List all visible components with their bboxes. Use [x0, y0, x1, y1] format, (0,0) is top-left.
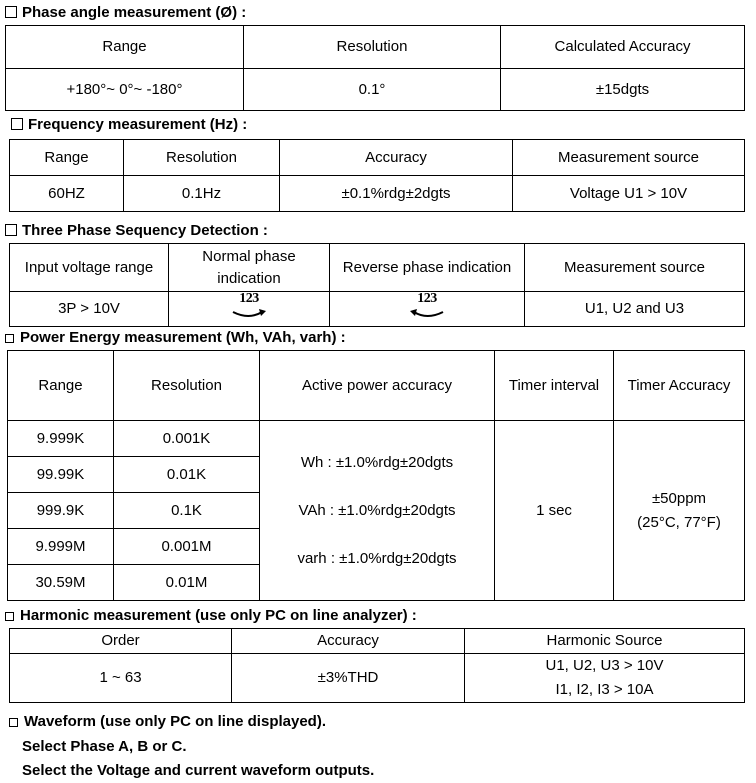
waveform-heading — [9, 713, 326, 730]
checkbox-square-icon — [5, 224, 17, 236]
wh-accuracy: Wh : ±1.0%rdg±20dgts — [300, 453, 454, 471]
energy-resolution-cell: 0.01M — [114, 565, 260, 601]
checkbox-square-icon — [9, 718, 18, 727]
phase-header-resolution: Resolution — [244, 26, 501, 69]
frequency-range: 60HZ — [10, 176, 124, 212]
harmonic-source-voltage: U1, U2, U3 > 10V — [545, 657, 664, 674]
energy-title: Power Energy measurement (Wh, VAh, varh) : — [20, 329, 346, 346]
frequency-header-accuracy: Accuracy — [280, 140, 513, 176]
energy-resolution-cell: 0.001M — [114, 529, 260, 565]
sequence-header-input: Input voltage range — [10, 244, 169, 292]
harmonic-order: 1 ~ 63 — [10, 654, 232, 703]
waveform-select-phase: Select Phase A, B or C. — [22, 738, 187, 755]
energy-range-cell: 30.59M — [8, 565, 114, 601]
vah-accuracy: VAh : ±1.0%rdg±20dgts — [298, 501, 456, 519]
sequence-header-source: Measurement source — [525, 244, 745, 292]
energy-accuracy-cell — [260, 421, 495, 601]
energy-resolution-cell: 0.001K — [114, 421, 260, 457]
frequency-accuracy: ±0.1%rdg±2dgts — [280, 176, 513, 212]
sequence-header-normal: Normal phase indication — [169, 244, 330, 292]
timer-accuracy-ppm: ±50ppm — [651, 489, 707, 507]
energy-heading — [5, 329, 346, 346]
reverse-phase-number: 123 — [417, 291, 437, 306]
energy-header-timer-interval: Timer interval — [495, 351, 614, 421]
harmonic-header-source: Harmonic Source — [465, 629, 745, 654]
harmonic-source-current: I1, I2, I3 > 10A — [555, 681, 654, 698]
phase-heading — [5, 4, 246, 21]
waveform-title: Waveform (use only PC on line displayed). — [24, 713, 326, 730]
sequence-input: 3P > 10V — [10, 292, 169, 327]
sequence-source: U1, U2 and U3 — [525, 292, 745, 327]
harmonic-heading — [5, 607, 417, 624]
frequency-header-source: Measurement source — [513, 140, 745, 176]
phase-header-accuracy: Calculated Accuracy — [501, 26, 745, 69]
frequency-header-range: Range — [10, 140, 124, 176]
clockwise-arc-icon — [229, 309, 269, 318]
phase-title: Phase angle measurement (Ø) : — [22, 4, 247, 21]
energy-header-accuracy: Active power accuracy — [260, 351, 495, 421]
frequency-table — [9, 139, 745, 212]
energy-table — [7, 350, 745, 601]
clockwise-arrow-icon — [229, 292, 269, 321]
reverse-phase-cell — [330, 292, 525, 327]
varh-accuracy: varh : ±1.0%rdg±20dgts — [297, 549, 457, 567]
sequence-title: Three Phase Sequency Detection : — [22, 222, 268, 239]
energy-range-cell: 9.999M — [8, 529, 114, 565]
phase-header-range: Range — [6, 26, 244, 69]
sequence-table — [9, 243, 745, 327]
energy-range-cell: 99.99K — [8, 457, 114, 493]
timer-interval-cell: 1 sec — [495, 421, 614, 601]
checkbox-square-icon — [11, 118, 23, 130]
phase-range: +180°~ 0°~ -180° — [6, 69, 244, 111]
energy-range-cell: 9.999K — [8, 421, 114, 457]
sequence-header-reverse: Reverse phase indication — [330, 244, 525, 292]
timer-accuracy-temp: (25°C, 77°F) — [637, 513, 721, 531]
energy-resolution-cell: 0.01K — [114, 457, 260, 493]
counterclockwise-arc-icon — [407, 309, 447, 318]
phase-table — [5, 25, 745, 111]
sequence-heading — [5, 222, 268, 239]
energy-range-cell: 999.9K — [8, 493, 114, 529]
checkbox-square-icon — [5, 612, 14, 621]
harmonic-table — [9, 628, 745, 703]
frequency-source: Voltage U1 > 10V — [513, 176, 745, 212]
harmonic-source-cell — [465, 654, 745, 703]
harmonic-header-order: Order — [10, 629, 232, 654]
energy-header-resolution: Resolution — [114, 351, 260, 421]
phase-accuracy: ±15dgts — [501, 69, 745, 111]
normal-phase-cell — [169, 292, 330, 327]
timer-accuracy-cell — [614, 421, 745, 601]
frequency-resolution: 0.1Hz — [124, 176, 280, 212]
frequency-title: Frequency measurement (Hz) : — [28, 116, 248, 133]
normal-phase-number: 123 — [239, 291, 259, 306]
phase-resolution: 0.1° — [244, 69, 501, 111]
harmonic-title: Harmonic measurement (use only PC on line analyzer) : — [20, 607, 417, 624]
harmonic-header-accuracy: Accuracy — [232, 629, 465, 654]
counterclockwise-arrow-icon — [407, 292, 447, 321]
checkbox-square-icon — [5, 334, 14, 343]
energy-resolution-cell: 0.1K — [114, 493, 260, 529]
harmonic-accuracy: ±3%THD — [232, 654, 465, 703]
energy-header-range: Range — [8, 351, 114, 421]
energy-header-timer-accuracy: Timer Accuracy — [614, 351, 745, 421]
waveform-select-output: Select the Voltage and current waveform outputs. — [22, 762, 375, 779]
frequency-header-resolution: Resolution — [124, 140, 280, 176]
checkbox-square-icon — [5, 6, 17, 18]
frequency-heading — [11, 116, 247, 133]
